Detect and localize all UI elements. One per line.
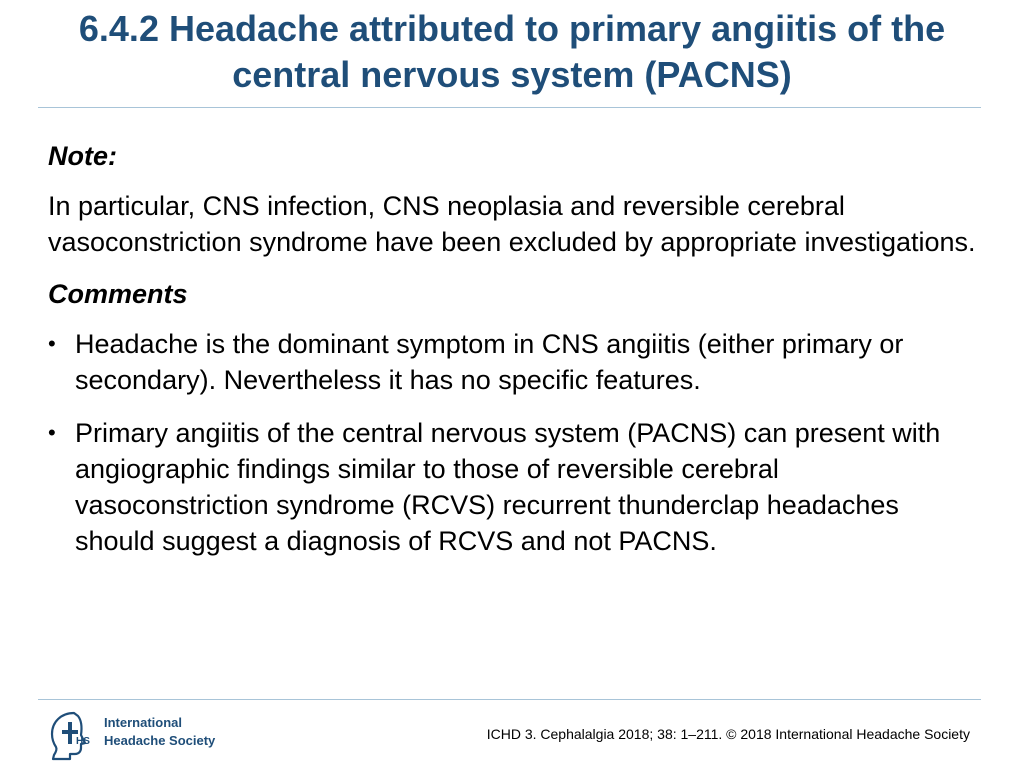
title-divider — [38, 107, 981, 108]
comments-list — [48, 326, 978, 559]
bullet-icon: • — [48, 420, 56, 445]
head-profile-icon — [44, 708, 100, 764]
note-heading: Note: — [48, 141, 117, 171]
slide-body — [48, 138, 978, 576]
logo-line-2: Headache Society — [104, 733, 216, 748]
logo-line-1: International — [104, 715, 183, 730]
comment-text: Headache is the dominant symptom in CNS angiitis (either primary or secondary). Nevertheless it has no specific features. — [75, 329, 904, 395]
ihs-logo — [44, 708, 244, 764]
comment-item — [48, 326, 978, 398]
footer-divider — [38, 699, 981, 700]
svg-text:HS: HS — [76, 736, 90, 747]
slide-title: 6.4.2 Headache attributed to primary angiitis of the central nervous system (PACNS) — [78, 8, 946, 95]
logo-wordmark — [104, 714, 215, 750]
bullet-icon: • — [48, 331, 56, 356]
note-text: In particular, CNS infection, CNS neoplasia and reversible cerebral vasoconstriction syndrome have been excluded by appropriate investigations. — [48, 191, 976, 257]
comment-text: Primary angiitis of the central nervous system (PACNS) can present with angiographic findings similar to those of reversible cerebral vasoconstriction syndrome (RCVS) recurrent thunderclap headaches should suggest a diagnosis of RCVS and not PACNS. — [75, 418, 941, 556]
citation: ICHD 3. Cephalalgia 2018; 38: 1–211. © 2018 International Headache Society — [486, 726, 970, 742]
comments-heading: Comments — [48, 279, 188, 309]
comment-item — [48, 415, 978, 559]
